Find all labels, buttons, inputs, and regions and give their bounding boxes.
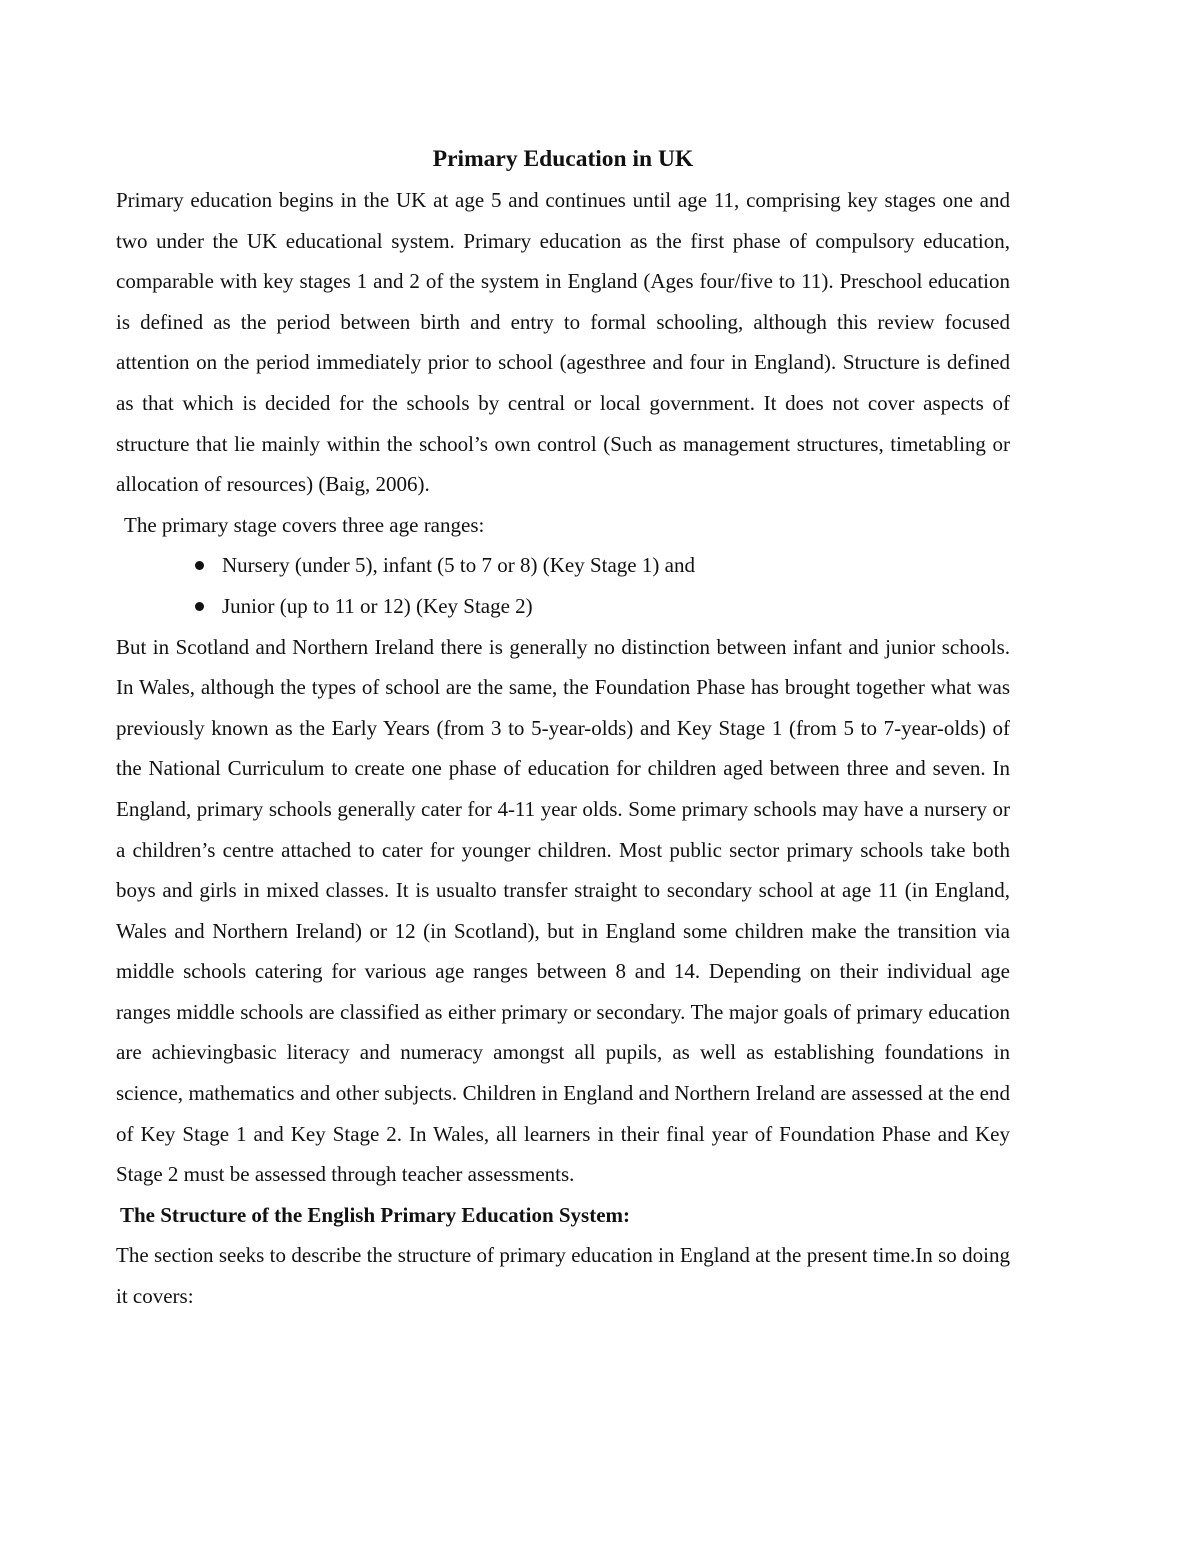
intro-paragraph: Primary education begins in the UK at age 5 and continues until age 11, comprising key stages one and two under the UK educational system. Primary education as the first phase of compulsory education, comparable with key stages 1 and 2 of the system in England (Ages four/five to 11). Preschool education is defined as the period between birth and entry to formal schooling, although this review focused attention on the period immediately prior to school (agesthree and four in England). Structure is defined as that which is decided for the schools by central or local government. It does not cover aspects of structure that lie mainly within the school’s own control (Such as management structures, timetabling or allocation of resources) (Baig, 2006). bbox=[116, 188, 1010, 497]
bullet-icon bbox=[195, 561, 204, 570]
section-paragraph: The section seeks to describe the structure of primary education in England at the present time.In so doing it covers: bbox=[116, 1243, 1010, 1309]
list-item-text: Nursery (under 5), infant (5 to 7 or 8) (Key Stage 1) and bbox=[222, 553, 695, 578]
body-paragraph: But in Scotland and Northern Ireland there is generally no distinction between infant and junior schools. In Wales, although the types of school are the same, the Foundation Phase has brought together what was previously known as the Early Years (from 3 to 5-year-olds) and Key Stage 1 (from 5 to 7-year-olds) of the National Curriculum to create one phase of education for children aged between three and seven. In England, primary schools generally cater for 4-11 year olds. Some primary schools may have a nursery or a children’s centre attached to cater for younger children. Most public sector primary schools take both boys and girls in mixed classes. It is usualto transfer straight to secondary school at age 11 (in England, Wales and Northern Ireland) or 12 (in Scotland), but in England some children make the transition via middle schools catering for various age ranges between 8 and 14. Depending on their individual age ranges middle schools are classified as either primary or secondary. The major goals of primary education are achievingbasic literacy and numeracy amongst all pupils, as well as establishing foundations in science, mathematics and other subjects. Children in England and Northern Ireland are assessed at the end of Key Stage 1 and Key Stage 2. In Wales, all learners in their final year of Foundation Phase and Key Stage 2 must be assessed through teacher assessments. bbox=[116, 634, 1010, 1187]
bullet-icon bbox=[195, 602, 204, 611]
list-item-text: Junior (up to 11 or 12) (Key Stage 2) bbox=[222, 593, 533, 618]
list-intro: The primary stage covers three age ranges: bbox=[124, 512, 485, 537]
section-heading: The Structure of the English Primary Education System: bbox=[120, 1202, 631, 1227]
page-content bbox=[116, 138, 1010, 1317]
list-item bbox=[116, 586, 1010, 627]
list-item bbox=[116, 545, 1010, 586]
age-ranges-list bbox=[116, 545, 1010, 626]
document-title: Primary Education in UK bbox=[432, 146, 694, 172]
